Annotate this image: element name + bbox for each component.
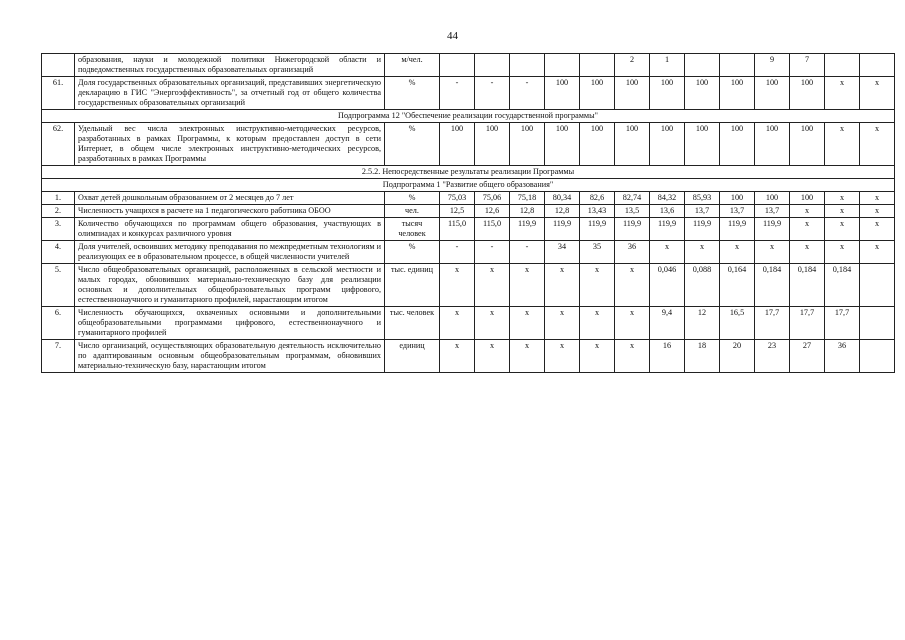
value-cell: x xyxy=(825,241,860,264)
value-cell: 13,43 xyxy=(580,205,615,218)
value-cell: 17,7 xyxy=(755,307,790,340)
unit-cell: чел. xyxy=(385,205,440,218)
value-cell: 0,088 xyxy=(685,264,720,307)
row-number: 3. xyxy=(42,218,75,241)
value-cell: x xyxy=(440,340,475,373)
value-cell: 119,9 xyxy=(755,218,790,241)
section-title: Подпрограмма 1 "Развитие общего образования" xyxy=(42,179,895,192)
value-cell xyxy=(475,54,510,77)
value-cell: 16 xyxy=(650,340,685,373)
indicator-name: Охват детей дошкольным образованием от 2 месяцев до 7 лет xyxy=(75,192,385,205)
value-cell: x xyxy=(790,218,825,241)
value-cell: - xyxy=(510,241,545,264)
value-cell: 85,93 xyxy=(685,192,720,205)
value-cell: 100 xyxy=(580,77,615,110)
indicator-name: Доля учителей, освоивших методику преподавания по межпредметным технологиям и реализующих ее в образовательном процессе, в общей численности учителей xyxy=(75,241,385,264)
value-cell: 12,6 xyxy=(475,205,510,218)
value-cell: 100 xyxy=(545,77,580,110)
table-row xyxy=(42,340,895,373)
value-cell: 12,8 xyxy=(545,205,580,218)
value-cell: 119,9 xyxy=(720,218,755,241)
indicator-name: образования, науки и молодежной политики Нижегородской области и подведомственных государственных образовательных организаций xyxy=(75,54,385,77)
value-cell: x xyxy=(860,241,895,264)
unit-cell: м/чел. xyxy=(385,54,440,77)
table-row xyxy=(42,264,895,307)
value-cell: x xyxy=(475,307,510,340)
row-number: 6. xyxy=(42,307,75,340)
value-cell: 27 xyxy=(790,340,825,373)
value-cell: x xyxy=(685,241,720,264)
value-cell: - xyxy=(510,77,545,110)
unit-cell: % xyxy=(385,77,440,110)
value-cell: 100 xyxy=(650,123,685,166)
indicators-table xyxy=(41,53,895,373)
value-cell: 100 xyxy=(650,77,685,110)
row-number: 7. xyxy=(42,340,75,373)
indicator-name: Численность обучающихся, охваченных основными и дополнительными общеобразовательными программами цифрового, естественнонаучного и гуманитарного профилей xyxy=(75,307,385,340)
value-cell: x xyxy=(860,123,895,166)
unit-cell: единиц xyxy=(385,340,440,373)
value-cell xyxy=(860,54,895,77)
row-number: 62. xyxy=(42,123,75,166)
value-cell: - xyxy=(440,77,475,110)
table-row xyxy=(42,123,895,166)
value-cell: 0,184 xyxy=(790,264,825,307)
section-row xyxy=(42,166,895,179)
indicator-name: Доля государственных образовательных организаций, представивших энергетическую декларацию в ГИС "Энергоэффективность", за отчетный год от общего количества государственных образовательных организаций xyxy=(75,77,385,110)
row-number: 61. xyxy=(42,77,75,110)
value-cell: 100 xyxy=(720,123,755,166)
value-cell: 100 xyxy=(685,77,720,110)
value-cell: x xyxy=(440,264,475,307)
unit-cell: % xyxy=(385,192,440,205)
value-cell: 75,18 xyxy=(510,192,545,205)
value-cell: 1 xyxy=(650,54,685,77)
value-cell: 0,184 xyxy=(755,264,790,307)
value-cell: 36 xyxy=(615,241,650,264)
value-cell: x xyxy=(860,218,895,241)
indicator-name: Численность учащихся в расчете на 1 педагогического работника ОБОО xyxy=(75,205,385,218)
row-number xyxy=(42,54,75,77)
value-cell xyxy=(860,340,895,373)
value-cell: 100 xyxy=(755,192,790,205)
value-cell: 100 xyxy=(755,77,790,110)
value-cell: 9 xyxy=(755,54,790,77)
value-cell: 100 xyxy=(755,123,790,166)
value-cell: x xyxy=(510,340,545,373)
value-cell xyxy=(860,307,895,340)
value-cell: x xyxy=(790,241,825,264)
value-cell xyxy=(825,54,860,77)
value-cell: 12,8 xyxy=(510,205,545,218)
value-cell: 115,0 xyxy=(440,218,475,241)
value-cell: 0,164 xyxy=(720,264,755,307)
value-cell: 7 xyxy=(790,54,825,77)
value-cell: 75,06 xyxy=(475,192,510,205)
value-cell: 82,6 xyxy=(580,192,615,205)
value-cell: x xyxy=(615,307,650,340)
value-cell: x xyxy=(545,264,580,307)
value-cell: x xyxy=(545,307,580,340)
value-cell: x xyxy=(510,264,545,307)
table-row xyxy=(42,77,895,110)
value-cell: 82,74 xyxy=(615,192,650,205)
table-row xyxy=(42,205,895,218)
value-cell: x xyxy=(825,218,860,241)
table-row xyxy=(42,241,895,264)
value-cell xyxy=(545,54,580,77)
value-cell: 34 xyxy=(545,241,580,264)
row-number: 4. xyxy=(42,241,75,264)
table-body xyxy=(42,54,895,373)
value-cell: x xyxy=(475,264,510,307)
value-cell: x xyxy=(615,264,650,307)
value-cell: 23 xyxy=(755,340,790,373)
value-cell: 13,7 xyxy=(685,205,720,218)
value-cell: 100 xyxy=(720,192,755,205)
value-cell: 100 xyxy=(580,123,615,166)
value-cell: x xyxy=(580,264,615,307)
unit-cell: % xyxy=(385,241,440,264)
value-cell xyxy=(860,264,895,307)
value-cell: 100 xyxy=(720,77,755,110)
value-cell: 36 xyxy=(825,340,860,373)
value-cell: 9,4 xyxy=(650,307,685,340)
section-title: 2.5.2. Непосредственные результаты реализации Программы xyxy=(42,166,895,179)
value-cell: 100 xyxy=(545,123,580,166)
value-cell: 115,0 xyxy=(475,218,510,241)
value-cell: x xyxy=(545,340,580,373)
value-cell: - xyxy=(475,241,510,264)
value-cell: 35 xyxy=(580,241,615,264)
value-cell xyxy=(440,54,475,77)
value-cell xyxy=(720,54,755,77)
value-cell: x xyxy=(825,77,860,110)
value-cell: 13,5 xyxy=(615,205,650,218)
value-cell: x xyxy=(510,307,545,340)
value-cell: 13,6 xyxy=(650,205,685,218)
value-cell: x xyxy=(755,241,790,264)
value-cell: x xyxy=(825,205,860,218)
value-cell: 84,32 xyxy=(650,192,685,205)
value-cell: 20 xyxy=(720,340,755,373)
value-cell: 75,03 xyxy=(440,192,475,205)
unit-cell: тысяч человек xyxy=(385,218,440,241)
value-cell: 12 xyxy=(685,307,720,340)
value-cell: 119,9 xyxy=(650,218,685,241)
value-cell: 119,9 xyxy=(685,218,720,241)
value-cell: 100 xyxy=(510,123,545,166)
value-cell xyxy=(580,54,615,77)
value-cell: 0,184 xyxy=(825,264,860,307)
table-row xyxy=(42,54,895,77)
value-cell: 16,5 xyxy=(720,307,755,340)
unit-cell: тыс. единиц xyxy=(385,264,440,307)
value-cell: 119,9 xyxy=(510,218,545,241)
value-cell: 119,9 xyxy=(580,218,615,241)
value-cell xyxy=(685,54,720,77)
value-cell: 0,046 xyxy=(650,264,685,307)
value-cell: x xyxy=(860,77,895,110)
value-cell: 18 xyxy=(685,340,720,373)
unit-cell: % xyxy=(385,123,440,166)
table-row xyxy=(42,192,895,205)
value-cell: 100 xyxy=(440,123,475,166)
row-number: 2. xyxy=(42,205,75,218)
value-cell: x xyxy=(860,205,895,218)
value-cell: 13,7 xyxy=(720,205,755,218)
value-cell: x xyxy=(615,340,650,373)
table-row xyxy=(42,307,895,340)
page-number: 44 xyxy=(447,30,458,42)
value-cell: 100 xyxy=(615,77,650,110)
table-row xyxy=(42,218,895,241)
value-cell: x xyxy=(580,307,615,340)
value-cell: 17,7 xyxy=(825,307,860,340)
section-row xyxy=(42,179,895,192)
value-cell: 100 xyxy=(475,123,510,166)
section-title: Подпрограмма 12 "Обеспечение реализации государственной программы" xyxy=(42,110,895,123)
value-cell: 13,7 xyxy=(755,205,790,218)
value-cell: - xyxy=(475,77,510,110)
value-cell: x xyxy=(650,241,685,264)
row-number: 1. xyxy=(42,192,75,205)
value-cell: x xyxy=(860,192,895,205)
value-cell: 119,9 xyxy=(545,218,580,241)
unit-cell: тыс. человек xyxy=(385,307,440,340)
value-cell: x xyxy=(825,123,860,166)
value-cell: 100 xyxy=(615,123,650,166)
value-cell: x xyxy=(720,241,755,264)
value-cell: 119,9 xyxy=(615,218,650,241)
indicator-name: Количество обучающихся по программам общего образования, участвующих в олимпиадах и конкурсах различного уровня xyxy=(75,218,385,241)
indicator-name: Число организаций, осуществляющих образовательную деятельность исключительно по адаптированным основным общеобразовательным программам, обновивших материально-техническую базу, нарастающим итогом xyxy=(75,340,385,373)
value-cell: 17,7 xyxy=(790,307,825,340)
value-cell: 100 xyxy=(790,123,825,166)
indicator-name: Удельный вес числа электронных инструктивно-методических ресурсов, разработанных в рамках Программы, к которым предоставлен доступ в сети Интернет, в общем числе электронных инструктивно-методических ресурсов, разработанных в рамках Программы xyxy=(75,123,385,166)
row-number: 5. xyxy=(42,264,75,307)
value-cell: - xyxy=(440,241,475,264)
value-cell: 100 xyxy=(685,123,720,166)
value-cell: x xyxy=(580,340,615,373)
value-cell: x xyxy=(475,340,510,373)
value-cell: 12,5 xyxy=(440,205,475,218)
section-row xyxy=(42,110,895,123)
value-cell: x xyxy=(825,192,860,205)
value-cell: x xyxy=(790,205,825,218)
value-cell: 100 xyxy=(790,192,825,205)
value-cell: 80,34 xyxy=(545,192,580,205)
value-cell xyxy=(510,54,545,77)
value-cell: 100 xyxy=(790,77,825,110)
indicator-name: Число общеобразовательных организаций, расположенных в сельской местности и малых городах, обновивших материально-техническую базу для реализации основных и дополнительных общеобразовательных программ цифрового, естественнонаучного и гуманитарного профилей, нарастающим итогом xyxy=(75,264,385,307)
value-cell: 2 xyxy=(615,54,650,77)
value-cell: x xyxy=(440,307,475,340)
